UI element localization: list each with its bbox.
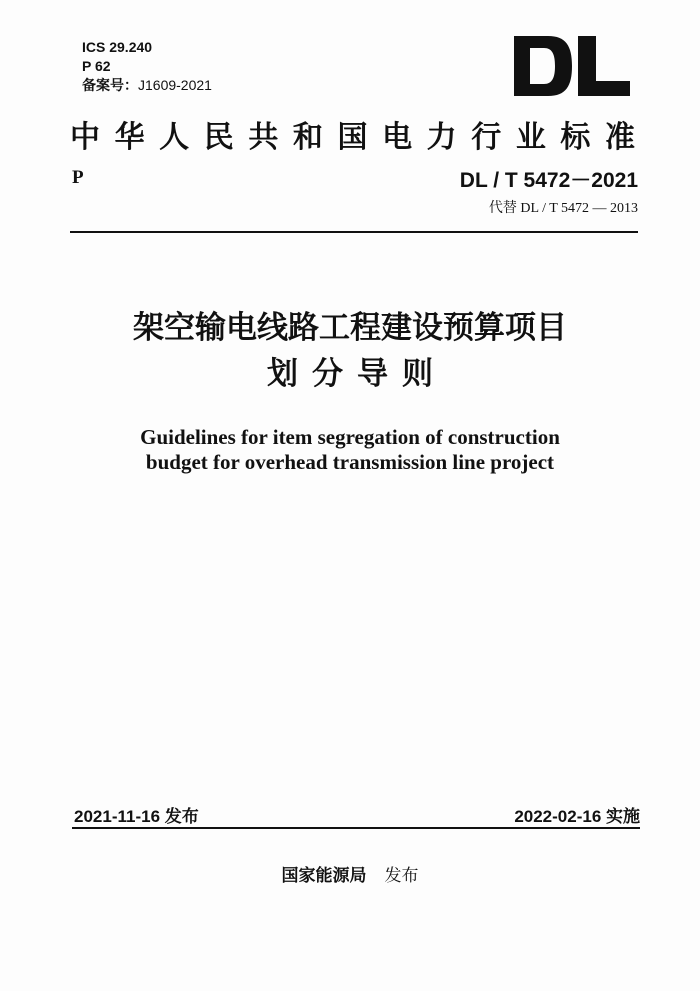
implementation-date: 2022-02-16 实施 — [514, 807, 640, 826]
dl-logo-letter-d — [514, 36, 572, 96]
english-title — [0, 425, 700, 475]
dl-logo-letter-l — [578, 36, 630, 96]
issue-date: 2021-11-16 发布 — [74, 807, 199, 826]
header-divider — [70, 231, 638, 233]
ics-code: ICS 29.240 — [82, 39, 153, 55]
category-code: P — [72, 167, 84, 188]
english-title-line-1: Guidelines for item segregation of construction — [140, 425, 560, 449]
filing-value: J1609-2021 — [138, 77, 212, 93]
publisher-action: 发布 — [384, 866, 419, 886]
chinese-title-line-2: 划分导则 — [267, 356, 447, 392]
footer-divider — [72, 827, 640, 829]
publisher — [0, 861, 700, 886]
dl-logo — [514, 36, 630, 96]
issuing-body-title: 中华人民共和国电力行业标准 — [70, 120, 640, 155]
chinese-title-line-1: 架空输电线路工程建设预算项目 — [133, 310, 567, 346]
ccs-code: P 62 — [82, 58, 111, 74]
standard-number: DL / T 5472－2021 — [459, 169, 638, 192]
chinese-title — [0, 305, 700, 397]
english-title-line-2: budget for overhead transmission line project — [145, 450, 555, 474]
replaces-standard: 代替 DL / T 5472 — 2013 — [488, 201, 638, 216]
filing-label: 备案号： — [82, 77, 138, 93]
publisher-name: 国家能源局 — [281, 866, 367, 886]
filing-number — [82, 76, 212, 95]
classification-block — [82, 38, 212, 95]
